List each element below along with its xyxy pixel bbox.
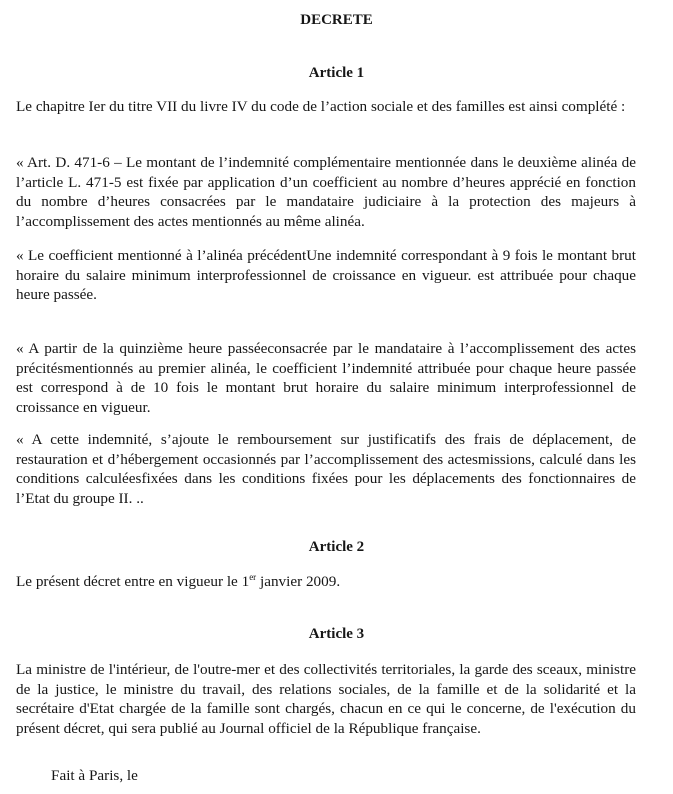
article-2-text bbox=[16, 572, 636, 592]
article-2-text-start: Le présent décret entre en vigueur le 1 bbox=[16, 573, 250, 590]
signoff-text: Fait à Paris, le bbox=[51, 767, 138, 784]
document-title: DECRETE bbox=[300, 12, 373, 28]
article-1-paragraph-1: « Art. D. 471-6 – Le montant de l’indemnité complémentaire mentionnée dans le deuxième alinéa de l’article L. 471-5 est fixée par application d’un coefficient au nombre d’heures apprécié en fonction du nombre d’heures consacrées par le mandataire judiciaire à la protection des majeurs à l’accomplissement des actes mentionnés au même alinéa. bbox=[16, 154, 636, 230]
article-1-intro: Le chapitre Ier du titre VII du livre IV du code de l’action sociale et des familles est ainsi complété : bbox=[16, 98, 626, 115]
article-3-heading: Article 3 bbox=[308, 626, 365, 642]
article-1-heading: Article 1 bbox=[308, 65, 365, 81]
article-1-paragraph-2: « Le coefficient mentionné à l’alinéa précédentUne indemnité correspondant à 9 fois le montant brut horaire du salaire minimum interprofessionnel de croissance en vigueur. est attribuée pour chaque heure passée. bbox=[16, 247, 636, 303]
article-2-superscript: er bbox=[249, 571, 257, 582]
article-1-paragraph-3: « A partir de la quinzième heure passéeconsacrée par le mandataire à l’accomplissement des actes précitésmentionnés au premier alinéa, le coefficient l’indemnité attribuée pour chaque heure passée est correspond à de 10 fois le montant brut horaire du salaire minimum interprofessionnel de croissance en vigueur. bbox=[16, 340, 636, 416]
article-1-paragraph-4: « A cette indemnité, s’ajoute le remboursement sur justificatifs des frais de déplacement, de restauration et d’hébergement occasionnés par l’accomplissement des actesmissions, calculé dans les conditions calculéesfixées dans les conditions fixées pour les déplacements des fonctionnaires de l’Etat du groupe II. .. bbox=[16, 431, 636, 507]
article-2-heading: Article 2 bbox=[308, 539, 365, 555]
article-2-text-end: janvier 2009. bbox=[256, 573, 341, 590]
article-3-text: La ministre de l'intérieur, de l'outre-mer et des collectivités territoriales, la garde des sceaux, ministre de la justice, le ministre du travail, des relations sociales, de la famille et de la solidarité et la secrétaire d'Etat chargée de la famille sont chargés, chacun en ce qui le concerne, de l'exécution du présent décret, qui sera publié au Journal officiel de la République française. bbox=[16, 661, 636, 737]
